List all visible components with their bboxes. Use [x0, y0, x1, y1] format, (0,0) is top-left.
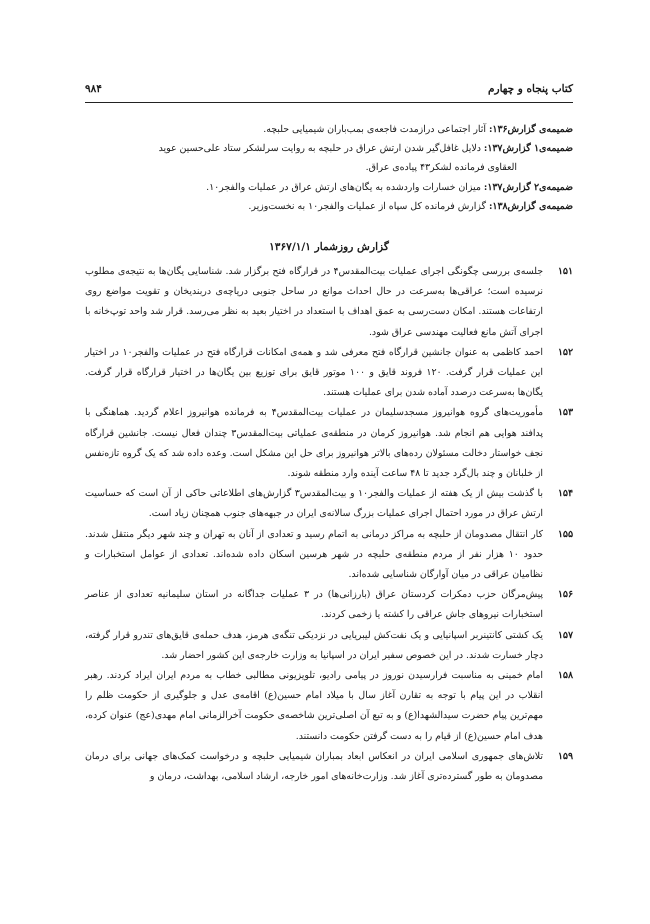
entry-text: یک کشتی کانتینربر اسپانیایی و یک نفت‌کش لیبریایی در نزدیکی تنگه‌ی هرمز، هدف حمله‌ی قایق‌های تندرو قرار گرفته، دچار خسارت شدند. در این خصوص سفیر ایران در اسپانیا به وزارت خارجه‌ی این کشور احضار شد. [85, 629, 543, 661]
book-title: کتاب پنجاه و چهارم [488, 83, 573, 95]
annex-label: ضمیمه‌ی۱ گزارش۱۳۷: [483, 143, 573, 155]
entry-number: ۱۵۷ [557, 629, 573, 641]
annex-text: دلایل غافل‌گیر شدن ارتش عراق در حلبچه به روایت سرلشکر ستاد علی‌حسین عوید [158, 143, 484, 155]
running-header [85, 80, 573, 98]
annex-label: ضمیمه‌ی۲ گزارش۱۳۷: [483, 181, 573, 193]
page-number: ۹۸۴ [85, 83, 102, 95]
entry-text: پیش‌مرگان حزب دمکرات کردستان عراق (بارزانی‌ها) در ۳ عملیات جداگانه در استان سلیمانیه تعدادی از عناصر استخبارات نیروهای جاش عراقی را کشته یا زخمی کردند. [85, 589, 543, 621]
annex-continuation: العقاوی فرمانده لشکر۴۳ پیاده‌ی عراق. [365, 162, 517, 174]
annex-label: ضمیمه‌ی گزارش۱۳۸: [488, 200, 573, 212]
annex-item [85, 178, 573, 197]
annex-item [85, 120, 573, 139]
report-entry [85, 262, 573, 343]
entry-number: ۱۵۸ [557, 670, 573, 682]
report-entry [85, 484, 573, 524]
annex-text: میزان خسارات واردشده به یگان‌های ارتش عراق در عملیات والفجر۱۰. [206, 181, 484, 193]
entry-number: ۱۵۱ [557, 266, 573, 277]
annex-list [85, 120, 573, 216]
annex-text: گزارش فرمانده کل سپاه از عملیات والفجر۱۰ به نخست‌وزیر. [248, 200, 489, 212]
entry-text: تلاش‌های جمهوری اسلامی ایران در انعکاس ابعاد بمباران شیمیایی حلبچه و درخواست کمک‌های جهانی برای درمان مصدومان به طور گسترده‌تری آغاز شد. وزارت‌خانه‌های امور خارجه، ارشاد اسلامی، بهداشت، درمان و [85, 750, 543, 783]
report-entry [85, 403, 573, 484]
entry-text: مأموریت‌های گروه هوانیروز مسجدسلیمان در عملیات بیت‌المقدس۴ به فرمانده هوانیروز اعلام گردید. هماهنگی با پدافند هوایی هم انجام شد. هوانیروز کرمان در منطقه‌ی عملیاتی بیت‌المقدس۳ چندان فعال نیست. جانشین قرارگاه نجف خواستار دخالت مسئولان رده‌های بالاتر هوانیروز برای حل این مشکل است. وعده داده شد که یک گروه تازه‌نفس از خلبانان و چند بال‌گرد جدید تا ۴۸ ساعت آینده وارد منطقه شوند. [85, 407, 543, 480]
report-entry [85, 666, 573, 747]
annex-item [85, 197, 573, 216]
header-divider [85, 102, 573, 103]
report-title: گزارش روزشمار ۱۳۶۷/۱/۱ [269, 241, 389, 253]
entry-text: با گذشت بیش از یک هفته از عملیات والفجر۱۰ و بیت‌المقدس۳ گزارش‌های اطلاعاتی حاکی از آن است که حساسیت ارتش عراق در مورد احتمال اجرای عملیات بزرگ سالانه‌ی ایران در جبهه‌های جنوب همچنان زیاد است. [85, 488, 543, 520]
entry-text: احمد کاظمی به عنوان جانشین قرارگاه فتح معرفی شد و همه‌ی امکانات قرارگاه فتح در عملیات والفجر۱۰ در اختیار این عملیات قرار گرفت. ۱۲۰ فروند قایق و ۱۰۰ موتور قایق برای توزیع بین یگان‌ها در اختیار قرارگاه قرار گرفت. یگان‌ها به‌سرعت درصدد آماده شدن برای عملیات هستند. [85, 346, 543, 399]
entry-number: ۱۵۲ [557, 346, 573, 358]
report-entry [85, 343, 573, 404]
annex-item [85, 139, 573, 158]
entry-text: جلسه‌ی بررسی چگونگی اجرای عملیات بیت‌المقدس۴ در قرارگاه فتح برگزار شد. شناسایی یگان‌ها به نتیجه‌ی مطلوب نرسیده است؛ عراقی‌ها به‌سرعت در حال احداث موانع در ساحل جنوبی دریاچه‌ی دربندیخان و تقویت مواضع روی ارتفاعات هستند. امکان دست‌رسی به عمق اهداف با استعداد در اختیار بعید به نظر می‌رسد. قرار شد واحد توپ‌خانه با اجرای آتش مانع فعالیت مهندسی عراق شود. [85, 266, 543, 338]
report-entries [85, 262, 573, 787]
entry-number: ۱۵۹ [557, 750, 573, 762]
entry-number: ۱۵۶ [557, 589, 573, 601]
report-entry [85, 747, 573, 787]
entry-number: ۱۵۳ [557, 407, 573, 419]
entry-text: کار انتقال مصدومان از حلبچه به مراکز درمانی به اتمام رسید و تعدادی از آنان به تهران و چند شهر دیگر منتقل شدند. حدود ۱۰ هزار نفر از مردم منطقه‌ی حلبچه در شهر هرسین اسکان داده شده‌اند. تعدادی از عوامل استخبارات و نظامیان عراقی در میان آوارگان شناسایی شده‌اند. [85, 528, 543, 581]
entry-text: امام خمینی به مناسبت فرارسیدن نوروز در پیامی رادیو، تلویزیونی مطالبی خطاب به مردم ایران ایراد کردند. رهبر انقلاب در این پیام با توجه به تقارن آغاز سال با میلاد امام حسین(ع) اقامه‌ی عدل و جلوگیری از حکومت ظلم را مهم‌ترین پیام حضرت سیدالشهدا(ع) و به تبع آن اصلی‌ترین شاخصه‌ی حکومت آخرالزمانی امام مهدی(عج) عنوان کرده، هدف امام حسین(ع) از قیام را به دست گرفتن حکومت دانستند. [85, 670, 543, 742]
entry-number: ۱۵۴ [557, 488, 573, 500]
report-entry [85, 525, 573, 586]
report-entry [85, 626, 573, 666]
annex-label: ضمیمه‌ی گزارش۱۳۶: [488, 124, 573, 135]
annex-text: آثار اجتماعی درازمدت فاجعه‌ی بمب‌باران شیمیایی حلبچه. [263, 124, 489, 135]
report-entry [85, 585, 573, 625]
entry-number: ۱۵۵ [557, 528, 573, 540]
